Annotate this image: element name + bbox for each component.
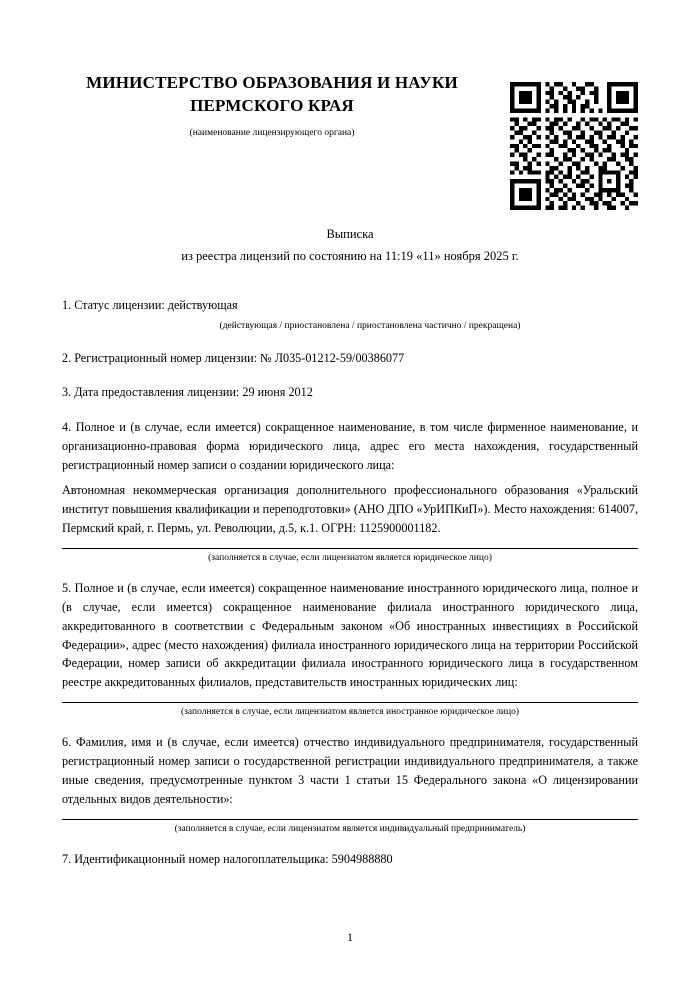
document-body bbox=[62, 296, 638, 869]
item-2-registration-number: 2. Регистрационный номер лицензии: № Л035-01212-59/00386077 bbox=[62, 350, 405, 365]
item-7-taxpayer-number: 7. Идентификационный номер налогоплательщика: 5904988880 bbox=[62, 851, 393, 866]
item-6-note: (заполняется в случае, если лицензиатом является индивидуальный предприниматель) bbox=[174, 823, 526, 834]
licensing-authority-note: (наименование лицензирующего органа) bbox=[189, 127, 355, 138]
item-4-divider bbox=[62, 548, 638, 549]
item-4-legal-entity-value: Автономная некоммерческая организация дополнительного профессионального образования «Уральский институт повышения квалификации и переподготовки» (АНО ДПО «УрИПКиП»). Место нахождения: 614007, Пермский край, г. Пермь, ул. Революции, д.5, к.1. ОГРН: 1125900001182. bbox=[62, 483, 638, 535]
item-6-divider bbox=[62, 819, 638, 820]
extract-subtitle: из реестра лицензий по состоянию на 11:19 «11» ноября 2025 г. bbox=[181, 248, 519, 263]
item-1-status: 1. Статус лицензии: действующая bbox=[62, 297, 238, 312]
item-5-foreign-entity-label: 5. Полное и (в случае, если имеется) сокращенное наименование иностранного юридического лица, полное и (в случае, если имеется) сокращенное наименование филиала иностранного юридического лица, аккредитованного в соответствии с Федеральным законом «Об иностранных инвестициях в Российской Федерации», адрес (место нахождения) филиала иностранного юридического лица на территории Российской Федерации, номер записи об аккредитации филиала иностранного юридического лица в государственном реестре аккредитованных филиалов, представительств иностранных юридических лиц: bbox=[62, 580, 638, 690]
item-3-issue-date: 3. Дата предоставления лицензии: 29 июня 2012 bbox=[62, 385, 313, 400]
page-number: 1 bbox=[347, 930, 353, 944]
item-1-note: (действующая / приостановлена / приостановлена частично / прекращена) bbox=[219, 320, 521, 331]
item-5-note: (заполняется в случае, если лицензиатом является иностранное юридическое лицо) bbox=[181, 707, 519, 718]
extract-heading bbox=[62, 224, 638, 268]
item-5-divider bbox=[62, 702, 638, 703]
item-4-note: (заполняется в случае, если лицензиатом является юридическое лицо) bbox=[208, 552, 492, 563]
page-title: МИНИСТЕРСТВО ОБРАЗОВАНИЯ И НАУКИ ПЕРМСКОГО КРАЯ bbox=[86, 73, 458, 115]
item-6-individual-entrepreneur-label: 6. Фамилия, имя и (в случае, если имеется) отчество индивидуального предпринимателя, государственный регистрационный номер записи о государственной регистрации индивидуального предпринимателя, а также иные сведения, предусмотренные пунктом 3 части 1 статьи 15 Федерального закона «О лицензировании отдельных видов деятельности»: bbox=[62, 735, 638, 806]
item-4-legal-entity-label: 4. Полное и (в случае, если имеется) сокращенное наименование, в том числе фирменное наименование, и организационно-правовая форма юридического лица, адрес его места нахождения, государственный регистрационный номер записи о создании юридического лица: bbox=[62, 420, 638, 473]
document-header bbox=[62, 0, 482, 138]
extract-title: Выписка bbox=[326, 226, 374, 241]
qr-code-icon bbox=[510, 82, 638, 210]
